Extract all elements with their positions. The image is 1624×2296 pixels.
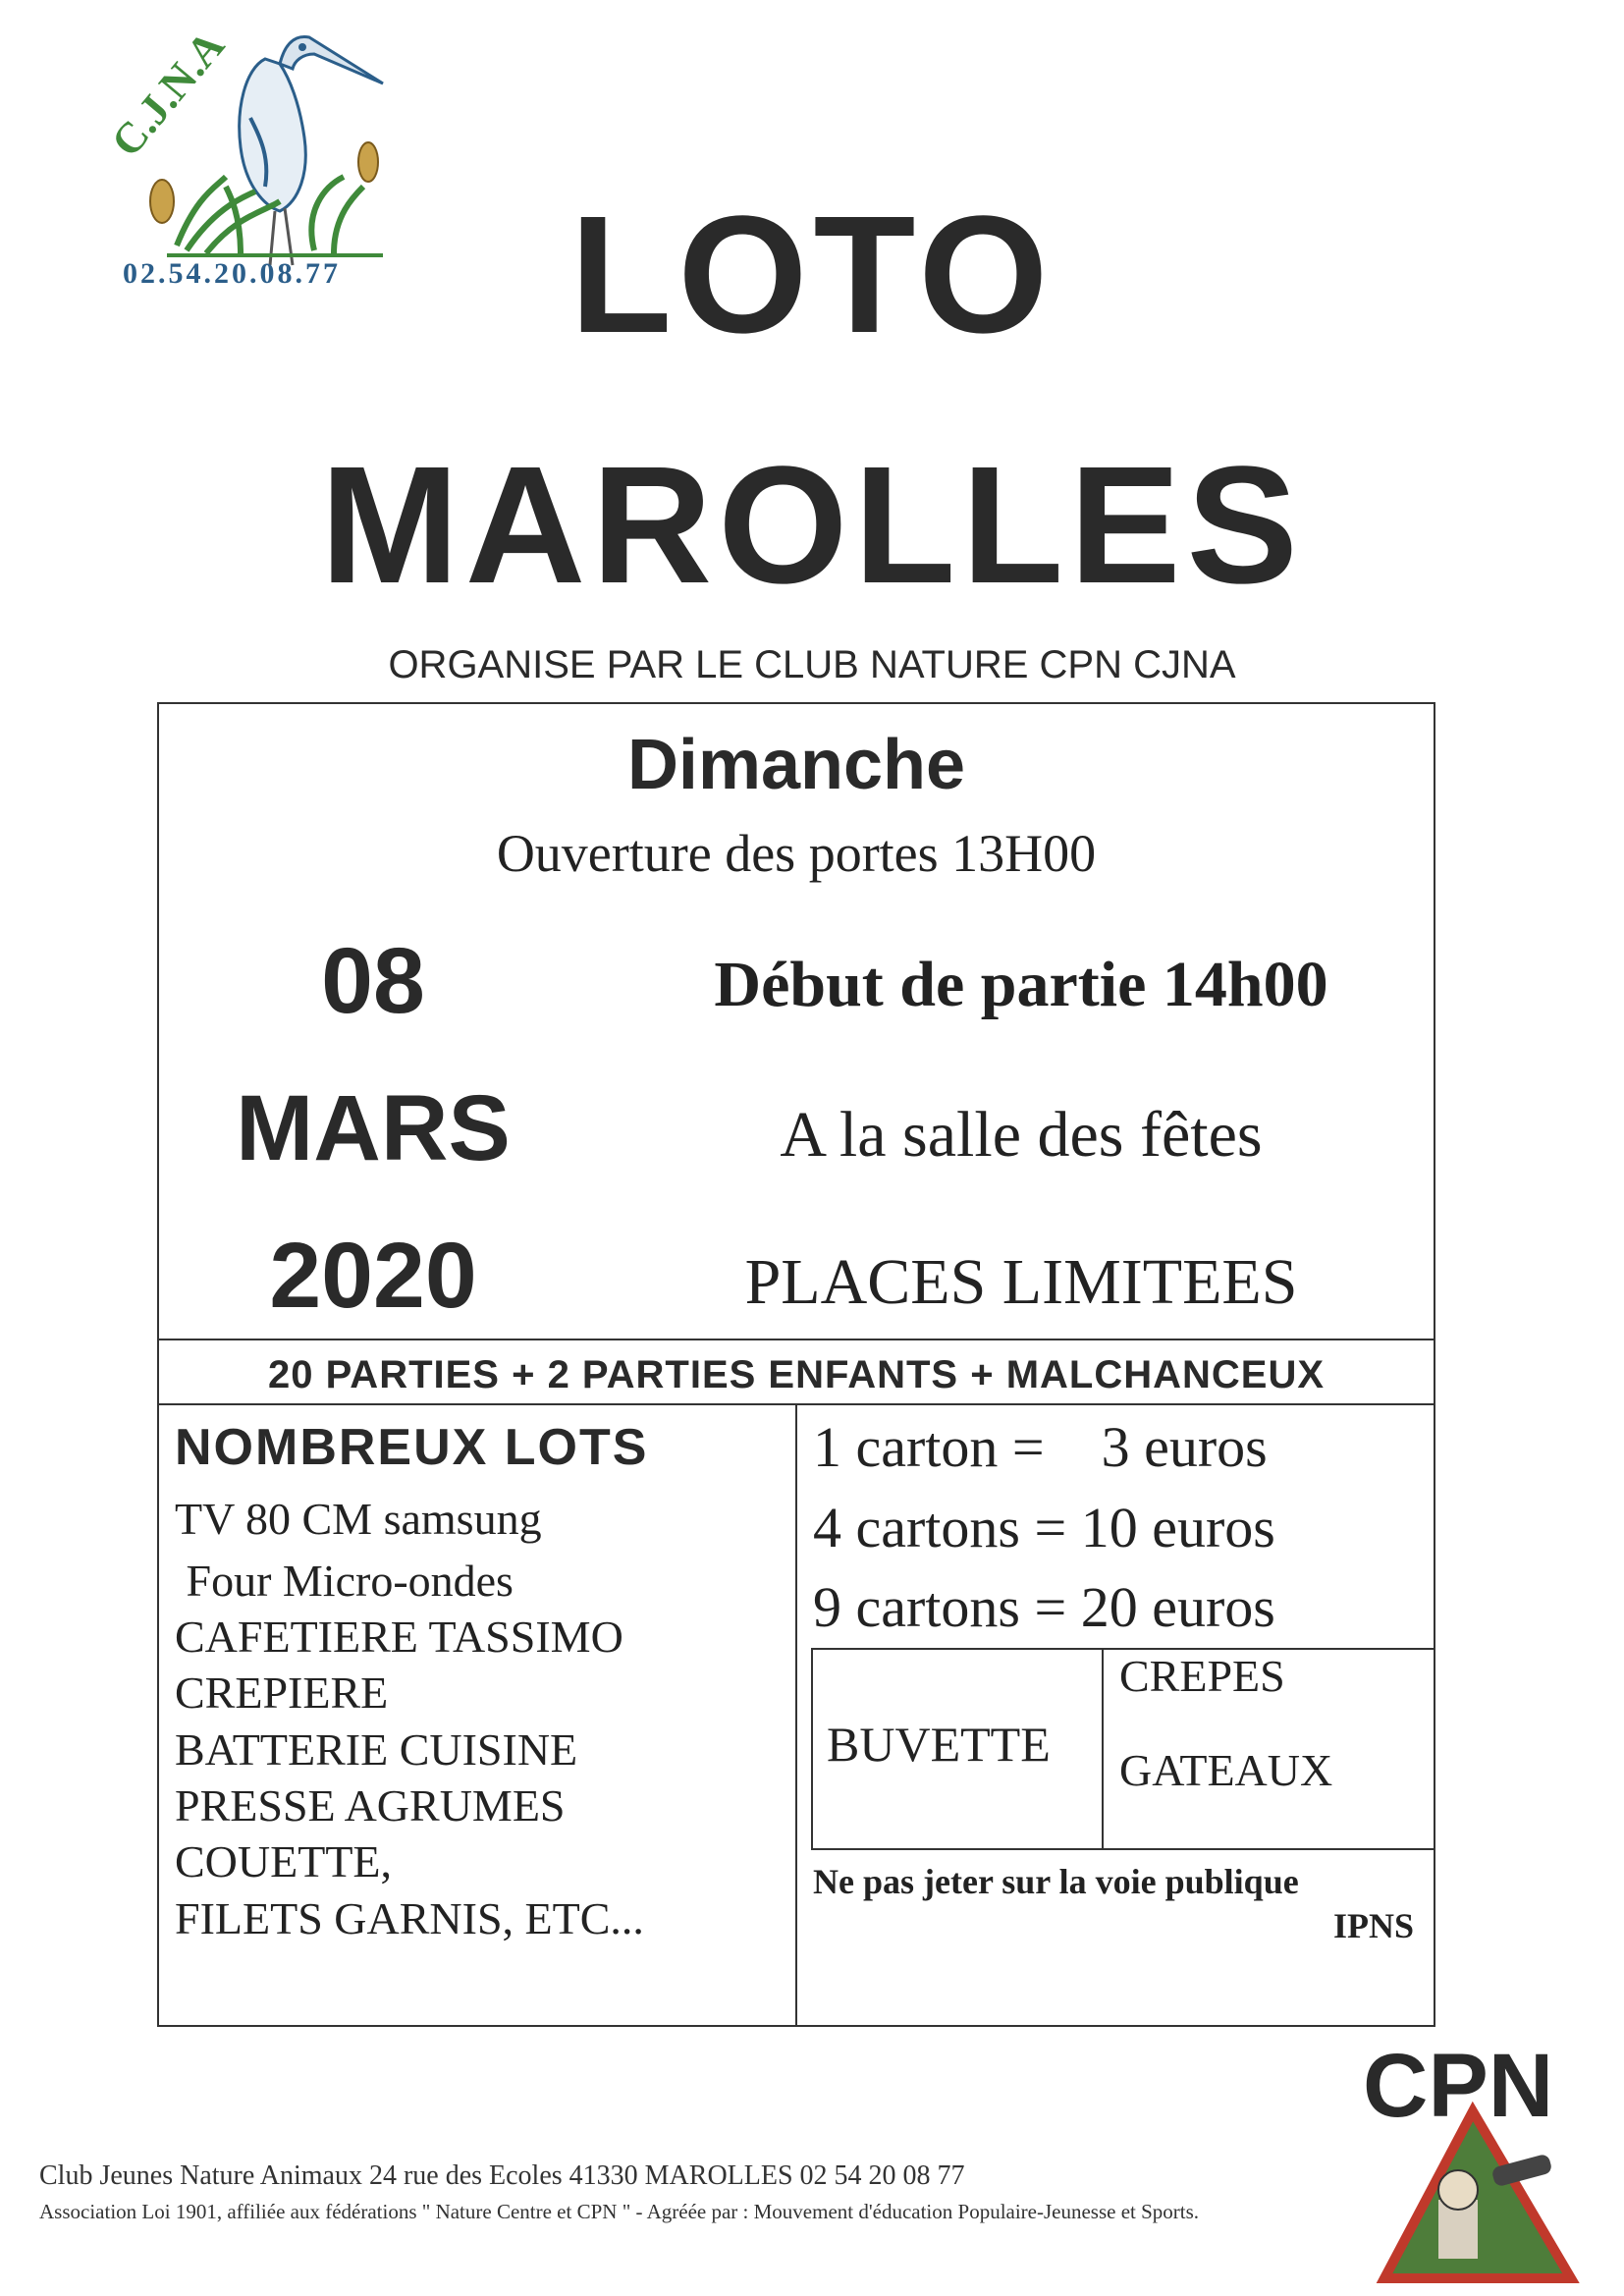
date-year: 2020 [269,1224,477,1328]
buvette-item-crepes: CREPES [1119,1651,1285,1701]
start-time: Début de partie 14h00 [714,949,1328,1020]
lot-item: BATTERIE CUISINE [175,1724,578,1775]
organiser-line: ORGANISE PAR LE CLUB NATURE CPN CJNA [388,643,1236,686]
footer-association: Association Loi 1901, affiliée aux fédérations " Nature Centre et CPN " - Agréée par : Mouvement d'éducation Populaire-Jeunesse et Sports. [39,2200,1200,2223]
date-day: 08 [321,929,425,1033]
logo-phone-number: 02.54.20.08.77 [123,257,341,290]
footer-address: Club Jeunes Nature Animaux 24 rue des Ecoles 41330 MAROLLES 02 54 20 08 77 [39,2160,965,2191]
cpn-logo [1345,2023,1600,2288]
lot-item: CREPIERE [175,1667,389,1718]
cpn-letters: CPN [1363,2036,1554,2136]
venue: A la salle des fêtes [780,1099,1263,1171]
divider-vertical [795,1403,797,2027]
lot-item: TV 80 CM samsung [175,1494,542,1544]
divider-top [159,1339,1435,1340]
doors-opening: Ouverture des portes 13H00 [496,824,1097,883]
price-line: 1 carton = 3 euros [813,1415,1268,1479]
buvette-divider [1102,1650,1104,1850]
day-name: Dimanche [626,726,966,804]
price-line: 4 cartons = 10 euros [813,1496,1275,1559]
buvette-item-gateaux: GATEAUX [1119,1745,1333,1795]
lots-heading: NOMBREUX LOTS [175,1419,649,1476]
lot-item: Four Micro-ondes [175,1556,514,1606]
title-marolles: MAROLLES [320,432,1304,619]
lot-item: COUETTE, [175,1836,393,1886]
date-month: MARS [236,1076,511,1180]
cjna-letters: C.J.N.A [101,22,234,166]
lot-item: CAFETIERE TASSIMO [175,1612,623,1662]
price-line: 9 cartons = 20 euros [813,1575,1275,1639]
divider-games [159,1403,1435,1405]
notice: Ne pas jeter sur la voie publique [813,1862,1299,1901]
ipns-label: IPNS [1333,1906,1415,1945]
limited-places: PLACES LIMITEES [744,1246,1298,1318]
lot-item: PRESSE AGRUMES [175,1780,566,1831]
games-count: 20 PARTIES + 2 PARTIES ENFANTS + MALCHANCEUX [267,1353,1326,1396]
title-loto: LOTO [569,182,1055,368]
lot-item: FILETS GARNIS, ETC... [175,1893,644,1943]
buvette-label: BUVETTE [827,1717,1051,1772]
